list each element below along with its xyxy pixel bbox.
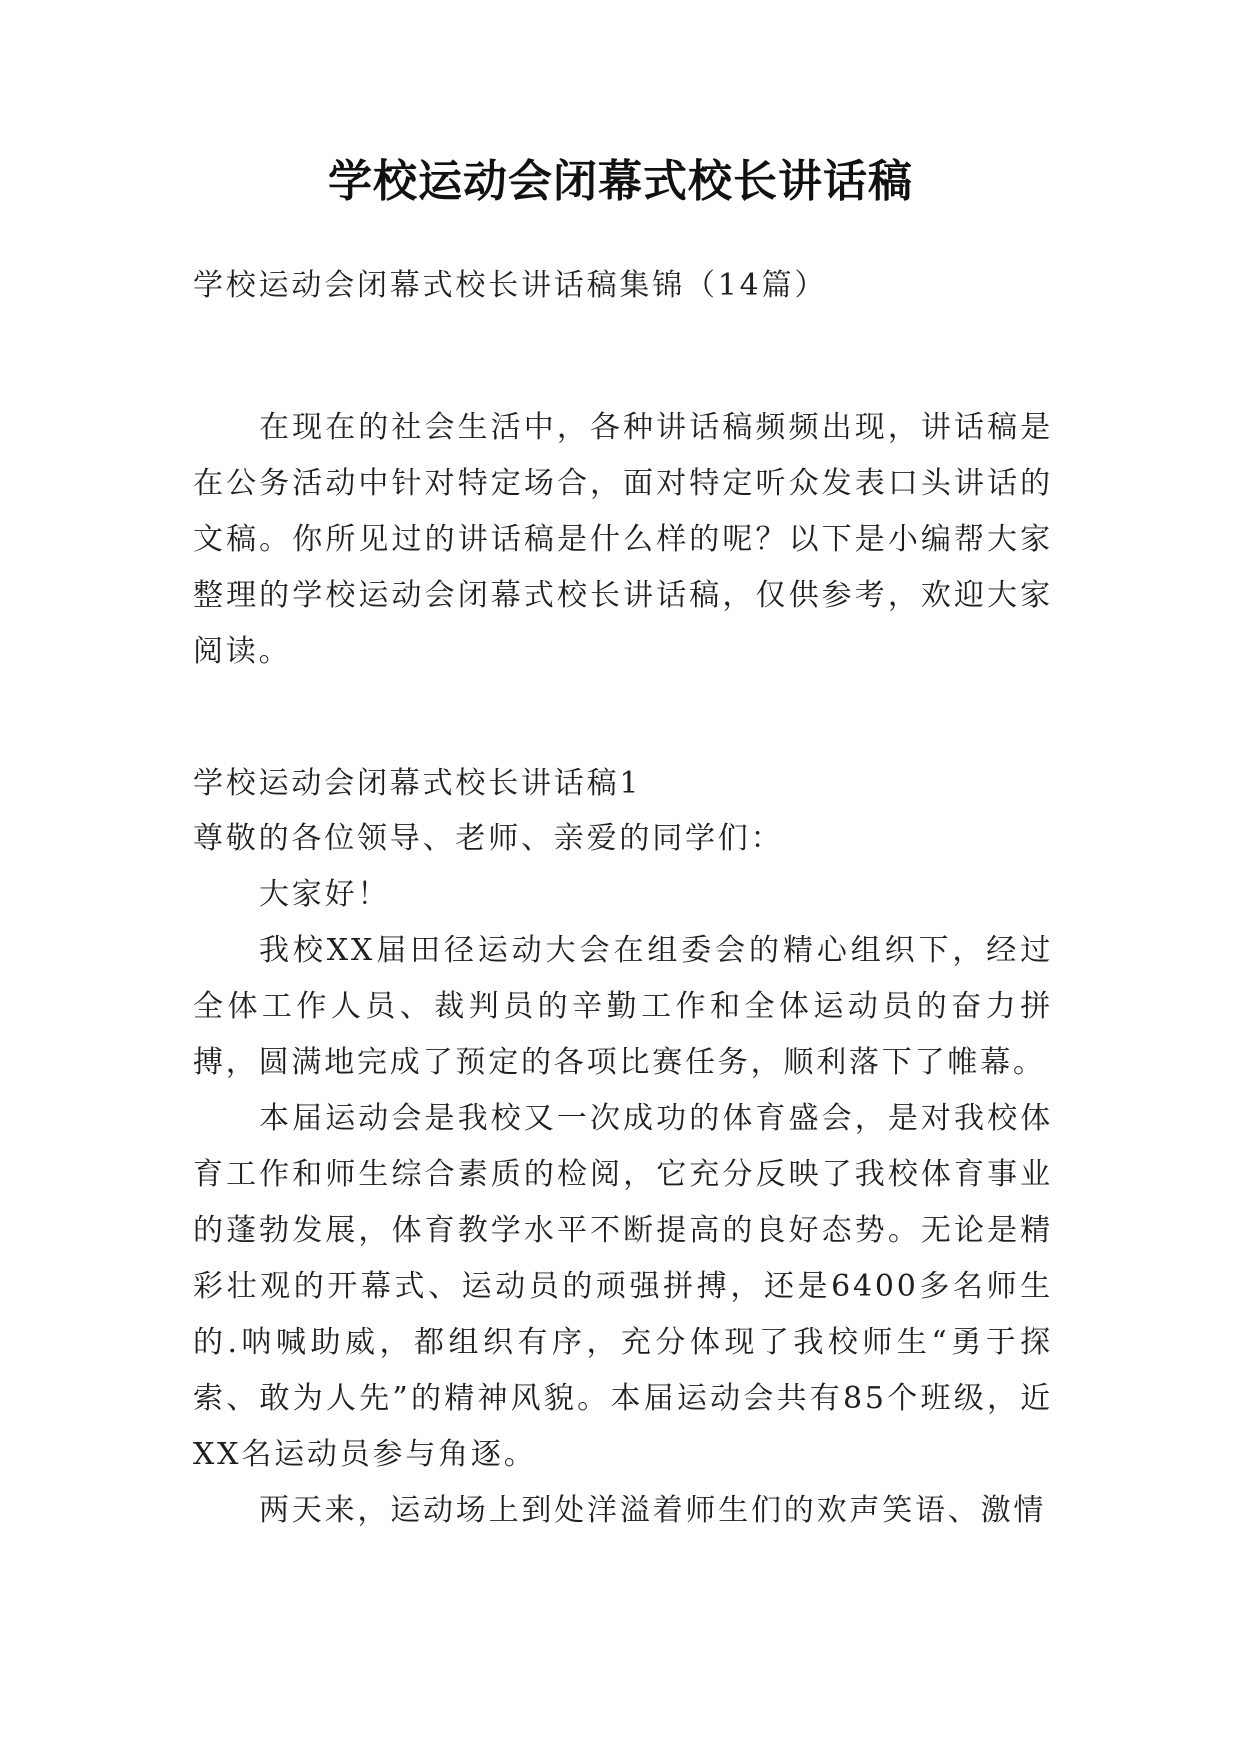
- body-paragraphs: [193, 867, 1053, 1539]
- body-paragraph: 我校XX届田径运动大会在组委会的精心组织下，经过全体工作人员、裁判员的辛勤工作和全体运动员的奋力拼搏，圆满地完成了预定的各项比赛任务，顺利落下了帷幕。: [193, 933, 1053, 1080]
- greeting-paragraph: 大家好！: [259, 877, 391, 912]
- document-subtitle: 学校运动会闭幕式校长讲话稿集锦（14篇）: [193, 268, 828, 303]
- document-title: 学校运动会闭幕式校长讲话稿: [328, 156, 913, 207]
- section-heading: 学校运动会闭幕式校长讲话稿1: [193, 766, 642, 801]
- salutation: 尊敬的各位领导、老师、亲爱的同学们：: [193, 821, 784, 856]
- body-paragraph: 两天来，运动场上到处洋溢着师生们的欢声笑语、激情: [259, 1493, 1047, 1528]
- intro-paragraph: 在现在的社会生活中，各种讲话稿频频出现，讲话稿是在公务活动中针对特定场合，面对特定听众发表口头讲话的文稿。你所见过的讲话稿是什么样的呢？以下是小编帮大家整理的学校运动会闭幕式校长讲话稿，仅供参考，欢迎大家阅读。: [193, 410, 1053, 669]
- body-paragraph: 本届运动会是我校又一次成功的体育盛会，是对我校体育工作和师生综合素质的检阅，它充分反映了我校体育事业的蓬勃发展，体育教学水平不断提高的良好态势。无论是精彩壮观的开幕式、运动员的顽强拼搏，还是6400多名师生的.呐喊助威，都组织有序，充分体现了我校师生“勇于探索、敢为人先”的精神风貌。本届运动会共有85个班级，近XX名运动员参与角逐。: [193, 1101, 1053, 1472]
